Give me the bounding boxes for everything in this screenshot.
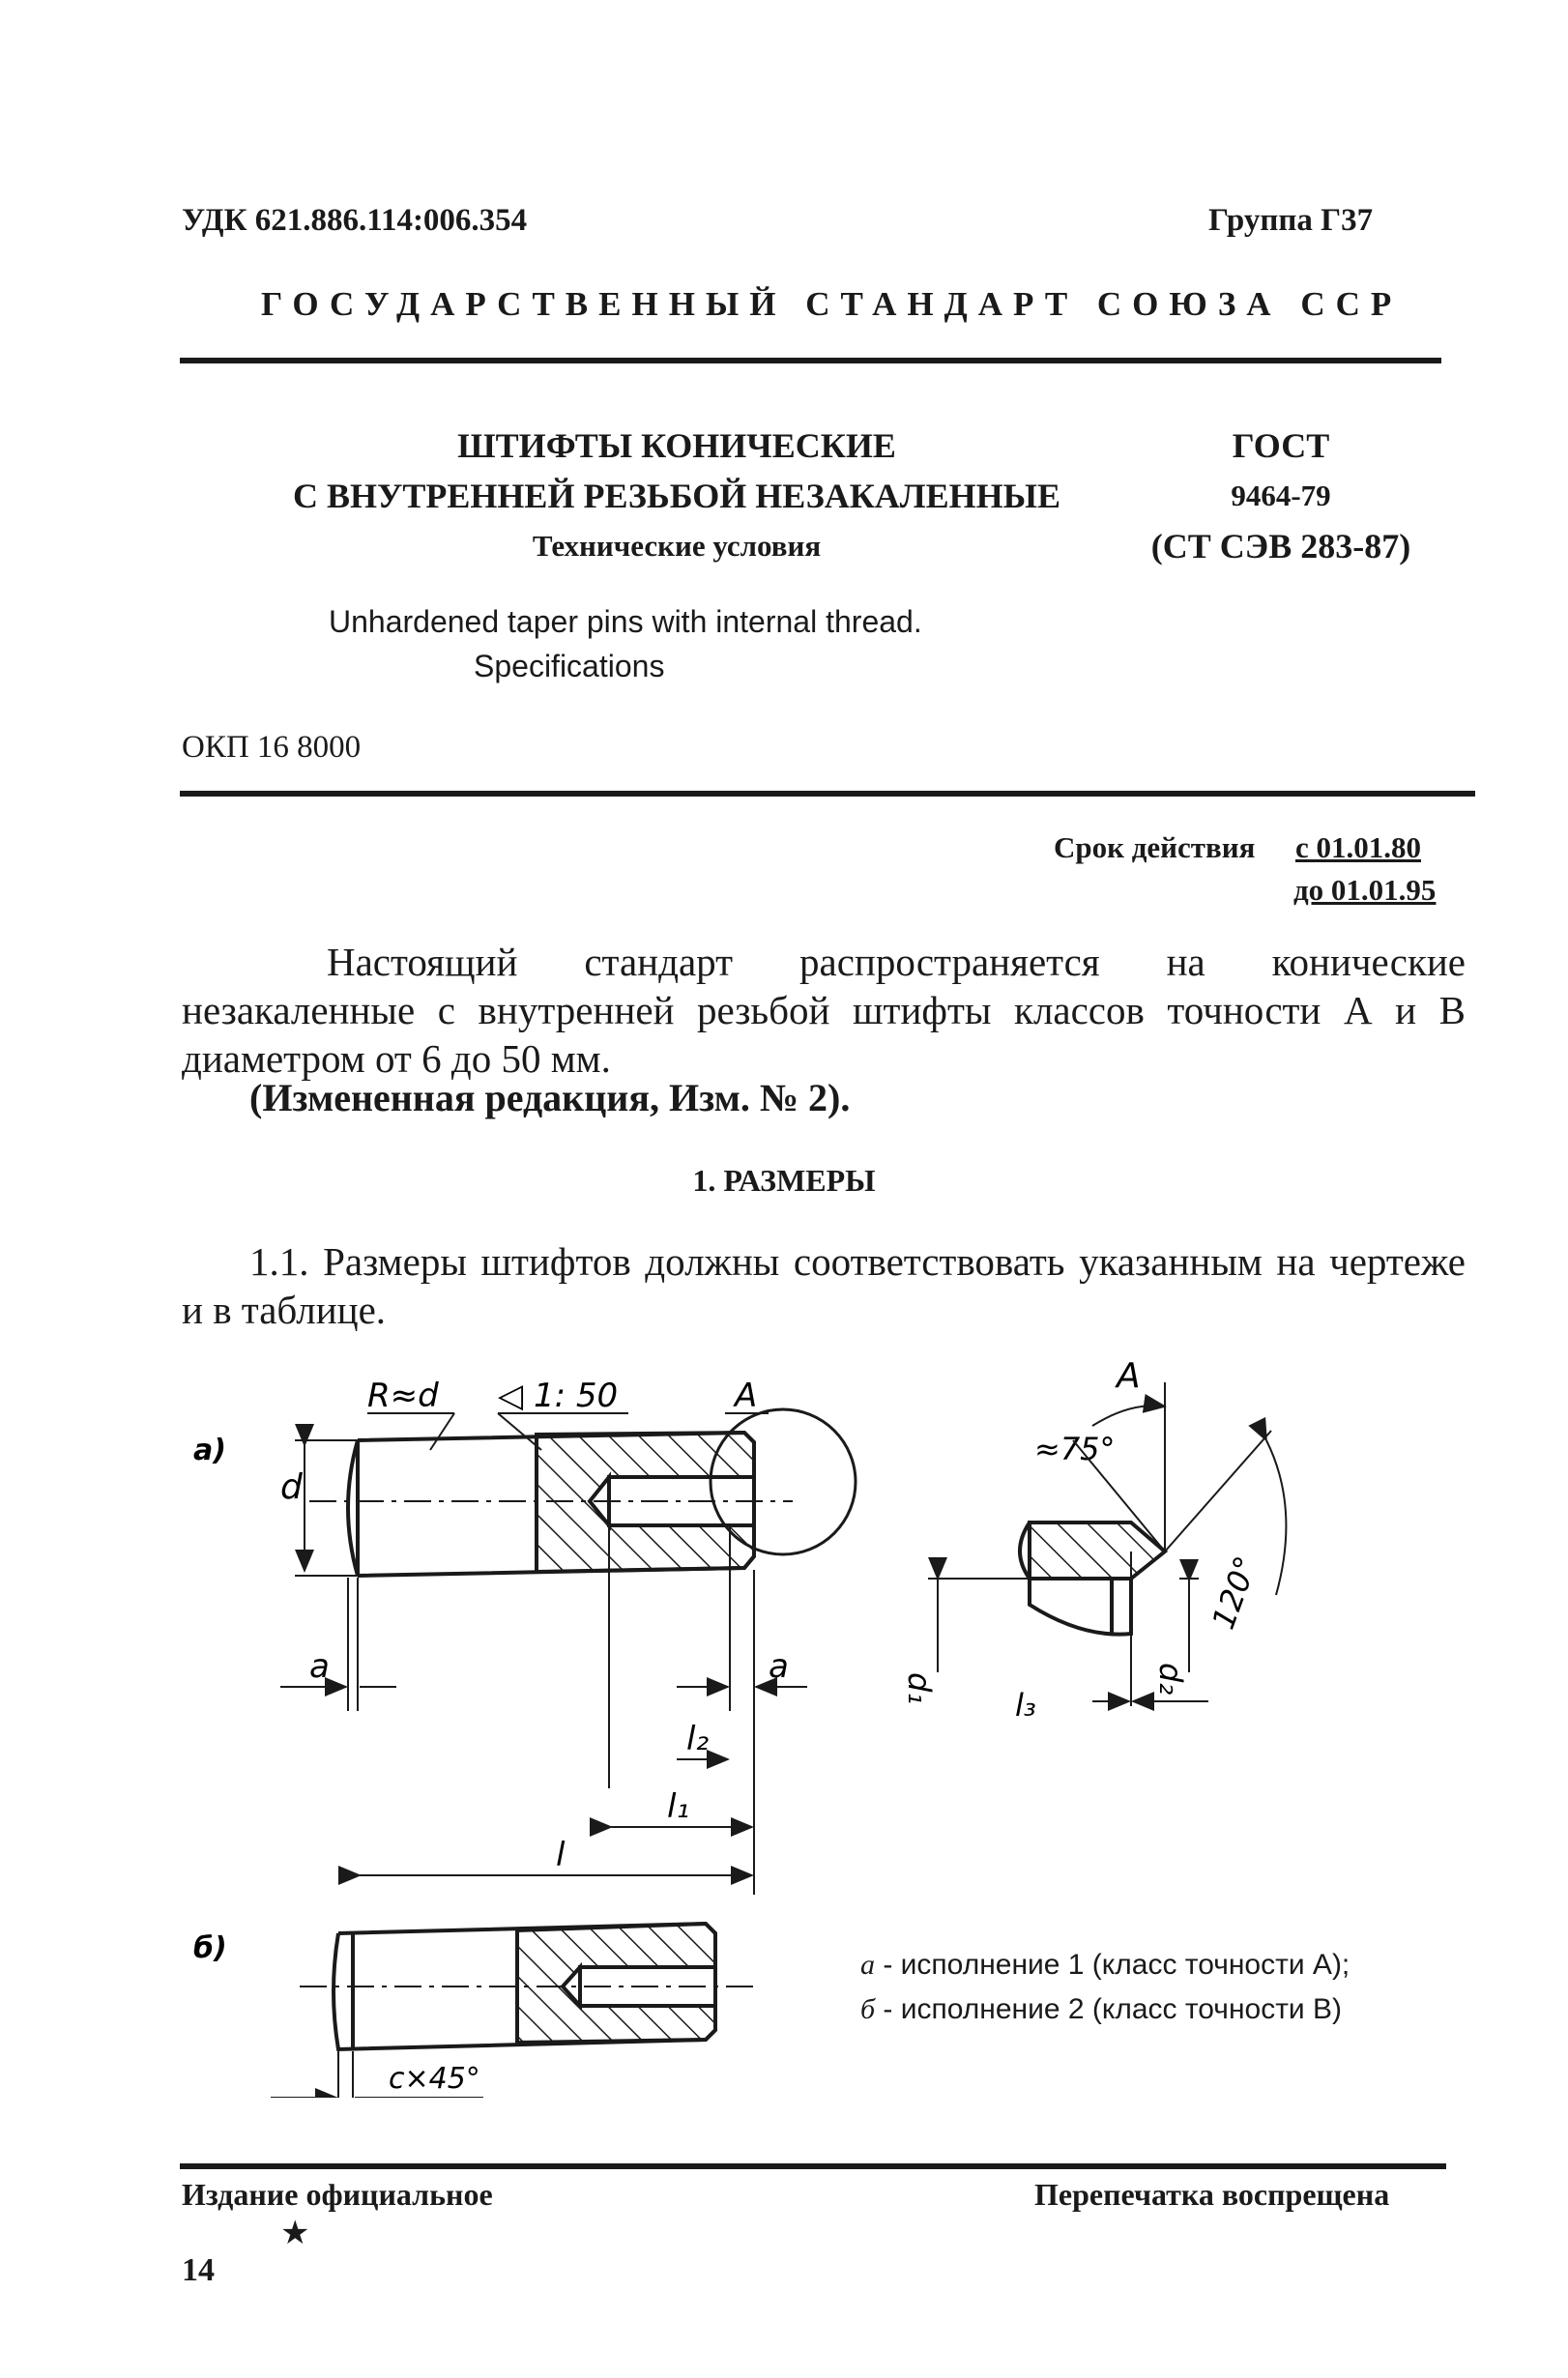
reprint-note: Перепечатка воспрещена [1034,2177,1390,2212]
intro-paragraph [182,938,1466,1083]
gost-block [1121,420,1440,571]
validity-to: до 01.01.95 [1293,873,1437,907]
group-code: Группа Г37 [1208,203,1374,238]
dim-l1: l₁ [667,1787,690,1826]
label-a: а) [193,1434,226,1467]
okp-code: ОКП 16 8000 [182,730,362,765]
clause-1-1 [182,1237,1466,1334]
pin-view-b [300,1924,754,2049]
gost-label: ГОСТ [1232,426,1330,465]
angle-75: ≈75° [1034,1431,1116,1467]
legend-line-2 [860,1987,1350,2032]
dim-d2: d₂ [1152,1663,1189,1696]
english-line-1: Unhardened taper pins with internal thread. [329,604,922,639]
bottom-rule [180,2163,1446,2169]
dim-a-left: a [309,1647,330,1686]
detail-view [1020,1522,1165,1706]
dim-l: l [556,1836,566,1874]
legend-text-a: - исполнение 1 (класс точности А); [875,1949,1350,1981]
radius-label: R≈d [367,1377,439,1415]
edition-note: Издание официальное [182,2177,493,2212]
legend-key-b: б [860,1993,876,2025]
document-title [280,420,1073,571]
legend-key-a: а [860,1949,875,1981]
validity-label: Срок действия [1054,830,1256,864]
validity-period [1054,826,1436,912]
top-rule [180,358,1441,363]
dim-l3: l₃ [1015,1687,1036,1724]
title-line-3: Технические условия [532,529,822,563]
intro-text: Настоящий стандарт распространяется на конические незакаленные с внутренней резьбой штифты классов точности А и В диаметром от 6 до 50 мм. [182,940,1466,1081]
detail-title: A [1117,1356,1141,1396]
dim-d1: d₁ [901,1672,938,1705]
section-title: 1. РАЗМЕРЫ [692,1163,876,1198]
gost-number: 9464-79 [1231,478,1331,512]
chamfer-label: c×45° [389,2062,480,2096]
udk-code: УДК 621.886.114:006.354 [182,203,528,238]
drawing-legend [860,1943,1350,2032]
dim-a-right: a [769,1647,789,1686]
legend-text-b: - исполнение 2 (класс точности В) [875,1993,1343,2025]
title-line-1: ШТИФТЫ КОНИЧЕСКИЕ [457,426,896,465]
dim-l2: l₂ [686,1720,710,1758]
middle-rule [180,791,1475,797]
title-line-2: С ВНУТРЕННЕЙ РЕЗЬБОЙ НЕЗАКАЛЕННЫЕ [292,477,1061,515]
pin-view-a [309,1409,856,1576]
amendment-note: (Измененная редакция, Изм. № 2). [249,1076,851,1119]
page-number: 14 [182,2252,215,2288]
validity-from: с 01.01.80 [1295,830,1422,864]
taper-label: ◁ 1: 50 [498,1377,619,1415]
angle-120: 120° [1205,1551,1265,1635]
star-icon: ★ [280,2216,310,2251]
legend-line-1 [860,1943,1350,1987]
english-title [329,599,922,688]
detail-ref: A [735,1377,758,1415]
dim-d: d [280,1467,303,1507]
label-b: б) [193,1931,227,1965]
standard-body: ГОСУДАРСТВЕННЫЙ СТАНДАРТ СОЮЗА ССР [261,285,1403,323]
english-line-2: Specifications [474,649,665,683]
st-sev: (СТ СЭВ 283-87) [1150,527,1411,566]
clause-1-1-text: 1.1. Размеры штифтов должны соответствовать указанным на чертеже и в таблице. [182,1239,1466,1332]
